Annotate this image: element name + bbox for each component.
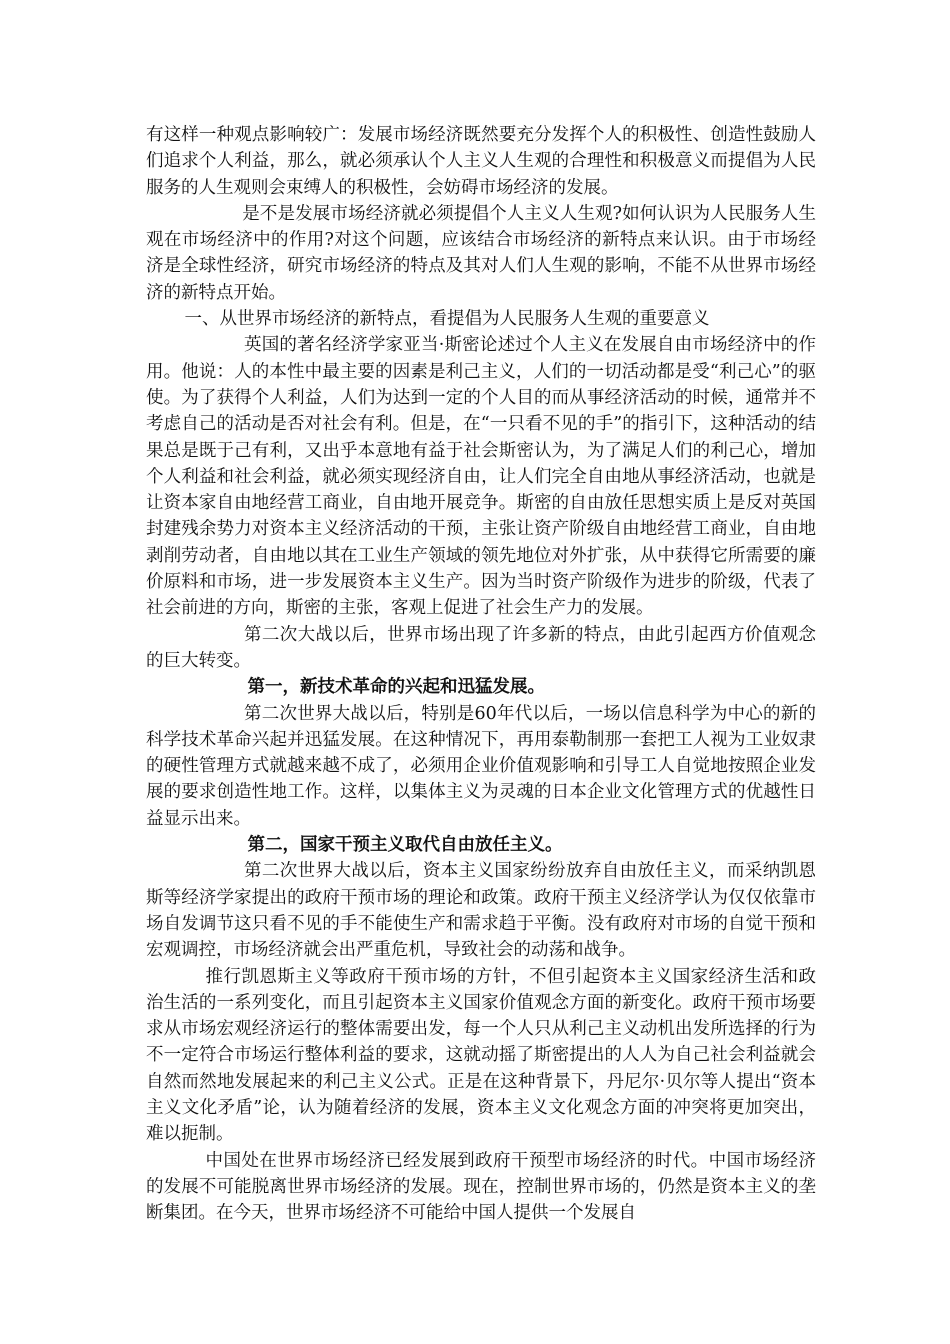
document-page xyxy=(146,122,816,1226)
paragraph-postwar: 第二次大战以后，世界市场出现了许多新的特点，由此引起西方价值观念的巨大转变。 xyxy=(146,624,816,671)
subheading-first: 第一，新技术革命的兴起和迅猛发展。 xyxy=(247,677,545,698)
paragraph-intro: 有这样一种观点影响较广：发展市场经济既然要充分发挥个人的积极性、创造性鼓励人们追求个人利益，那么，就必须承认个人主义人生观的合理性和积极意义而提倡为人民服务的人生观则会束缚人的积极性，会妨碍市场经济的发展。 xyxy=(146,125,816,198)
section-heading-1: 一、从世界市场经济的新特点，看提倡为人民服务人生观的重要意义 xyxy=(184,309,710,330)
paragraph-intervention: 推行凯恩斯主义等政府干预市场的方针，不但引起资本主义国家经济生活和政治生活的一系列变化，而且引起资本主义国家价值观念方面的新变化。政府干预市场要求从市场宏观经济运行的整体需要出发，每一个人只从利己主义动机出发所选择的行为不一定符合市场运行整体利益的要求，这就动摇了斯密提出的人人为自己社会利益就会自然而然地发展起来的利己主义公式。正是在这种背景下，丹尼尔·贝尔等人提出“资本主义文化矛盾”论，认为随着经济的发展，资本主义文化观念方面的冲突将更加突出，难以扼制。 xyxy=(146,966,816,1145)
paragraph-tech-revolution: 第二次世界大战以后，特别是60年代以后，一场以信息科学为中心的新的科学技术革命兴起并迅猛发展。在这种情况下，再用泰勒制那一套把工人视为工业奴隶的硬性管理方式就越来越不成了，必须用企业价值观影响和引导工人自觉地按照企业发展的要求创造性地工作。这样，以集体主义为灵魂的日本企业文化管理方式的优越性日益显示出来。 xyxy=(146,703,816,829)
paragraph-question: 是不是发展市场经济就必须提倡个人主义人生观?如何认识为人民服务人生观在市场经济中的作用?对这个问题，应该结合市场经济的新特点来认识。由于市场经济是全球性经济，研究市场经济的特点及其对人们人生观的影响，不能不从世界市场经济的新特点开始。 xyxy=(146,203,816,303)
paragraph-keynes: 第二次世界大战以后，资本主义国家纷纷放弃自由放任主义，而采纳凯恩斯等经济学家提出的政府干预市场的理论和政策。政府干预主义经济学认为仅仅依靠市场自发调节这只看不见的手不能使生产和需求趋于平衡。没有政府对市场的自觉干预和宏观调控，市场经济就会出严重危机，导致社会的动荡和战争。 xyxy=(146,861,816,961)
paragraph-china: 中国处在世界市场经济已经发展到政府干预型市场经济的时代。中国市场经济的发展不可能脱离世界市场经济的发展。现在，控制世界市场的，仍然是资本主义的垄断集团。在今天，世界市场经济不可能给中国人提供一个发展自 xyxy=(146,1150,816,1224)
paragraph-adam-smith: 英国的著名经济学家亚当·斯密论述过个人主义在发展自由市场经济中的作用。他说：人的本性中最主要的因素是利己主义，人们的一切活动都是受“利己心”的驱使。为了获得个人利益，人们为达到一定的个人目的而从事经济活动的时候，通常并不考虑自己的活动是否对社会有利。但是，在“一只看不见的手”的指引下，这种活动的结果总是既于己有利，又出乎本意地有益于社会斯密认为，为了满足人们的利己心，增加个人利益和社会利益，就必须实现经济自由，让人们完全自由地从事经济活动，也就是让资本家自由地经营工商业，自由地开展竞争。斯密的自由放任思想实质上是反对英国封建残余势力对资本主义经济活动的干预，主张让资产阶级自由地经营工商业，自由地剥削劳动者，自由地以其在工业生产领域的领先地位对外扩张，从中获得它所需要的廉价原料和市场，进一步发展资本主义生产。因为当时资产阶级作为进步的阶级，代表了社会前进的方向，斯密的主张，客观上促进了社会生产力的发展。 xyxy=(146,335,816,619)
subheading-second: 第二，国家干预主义取代自由放任主义。 xyxy=(247,835,563,856)
